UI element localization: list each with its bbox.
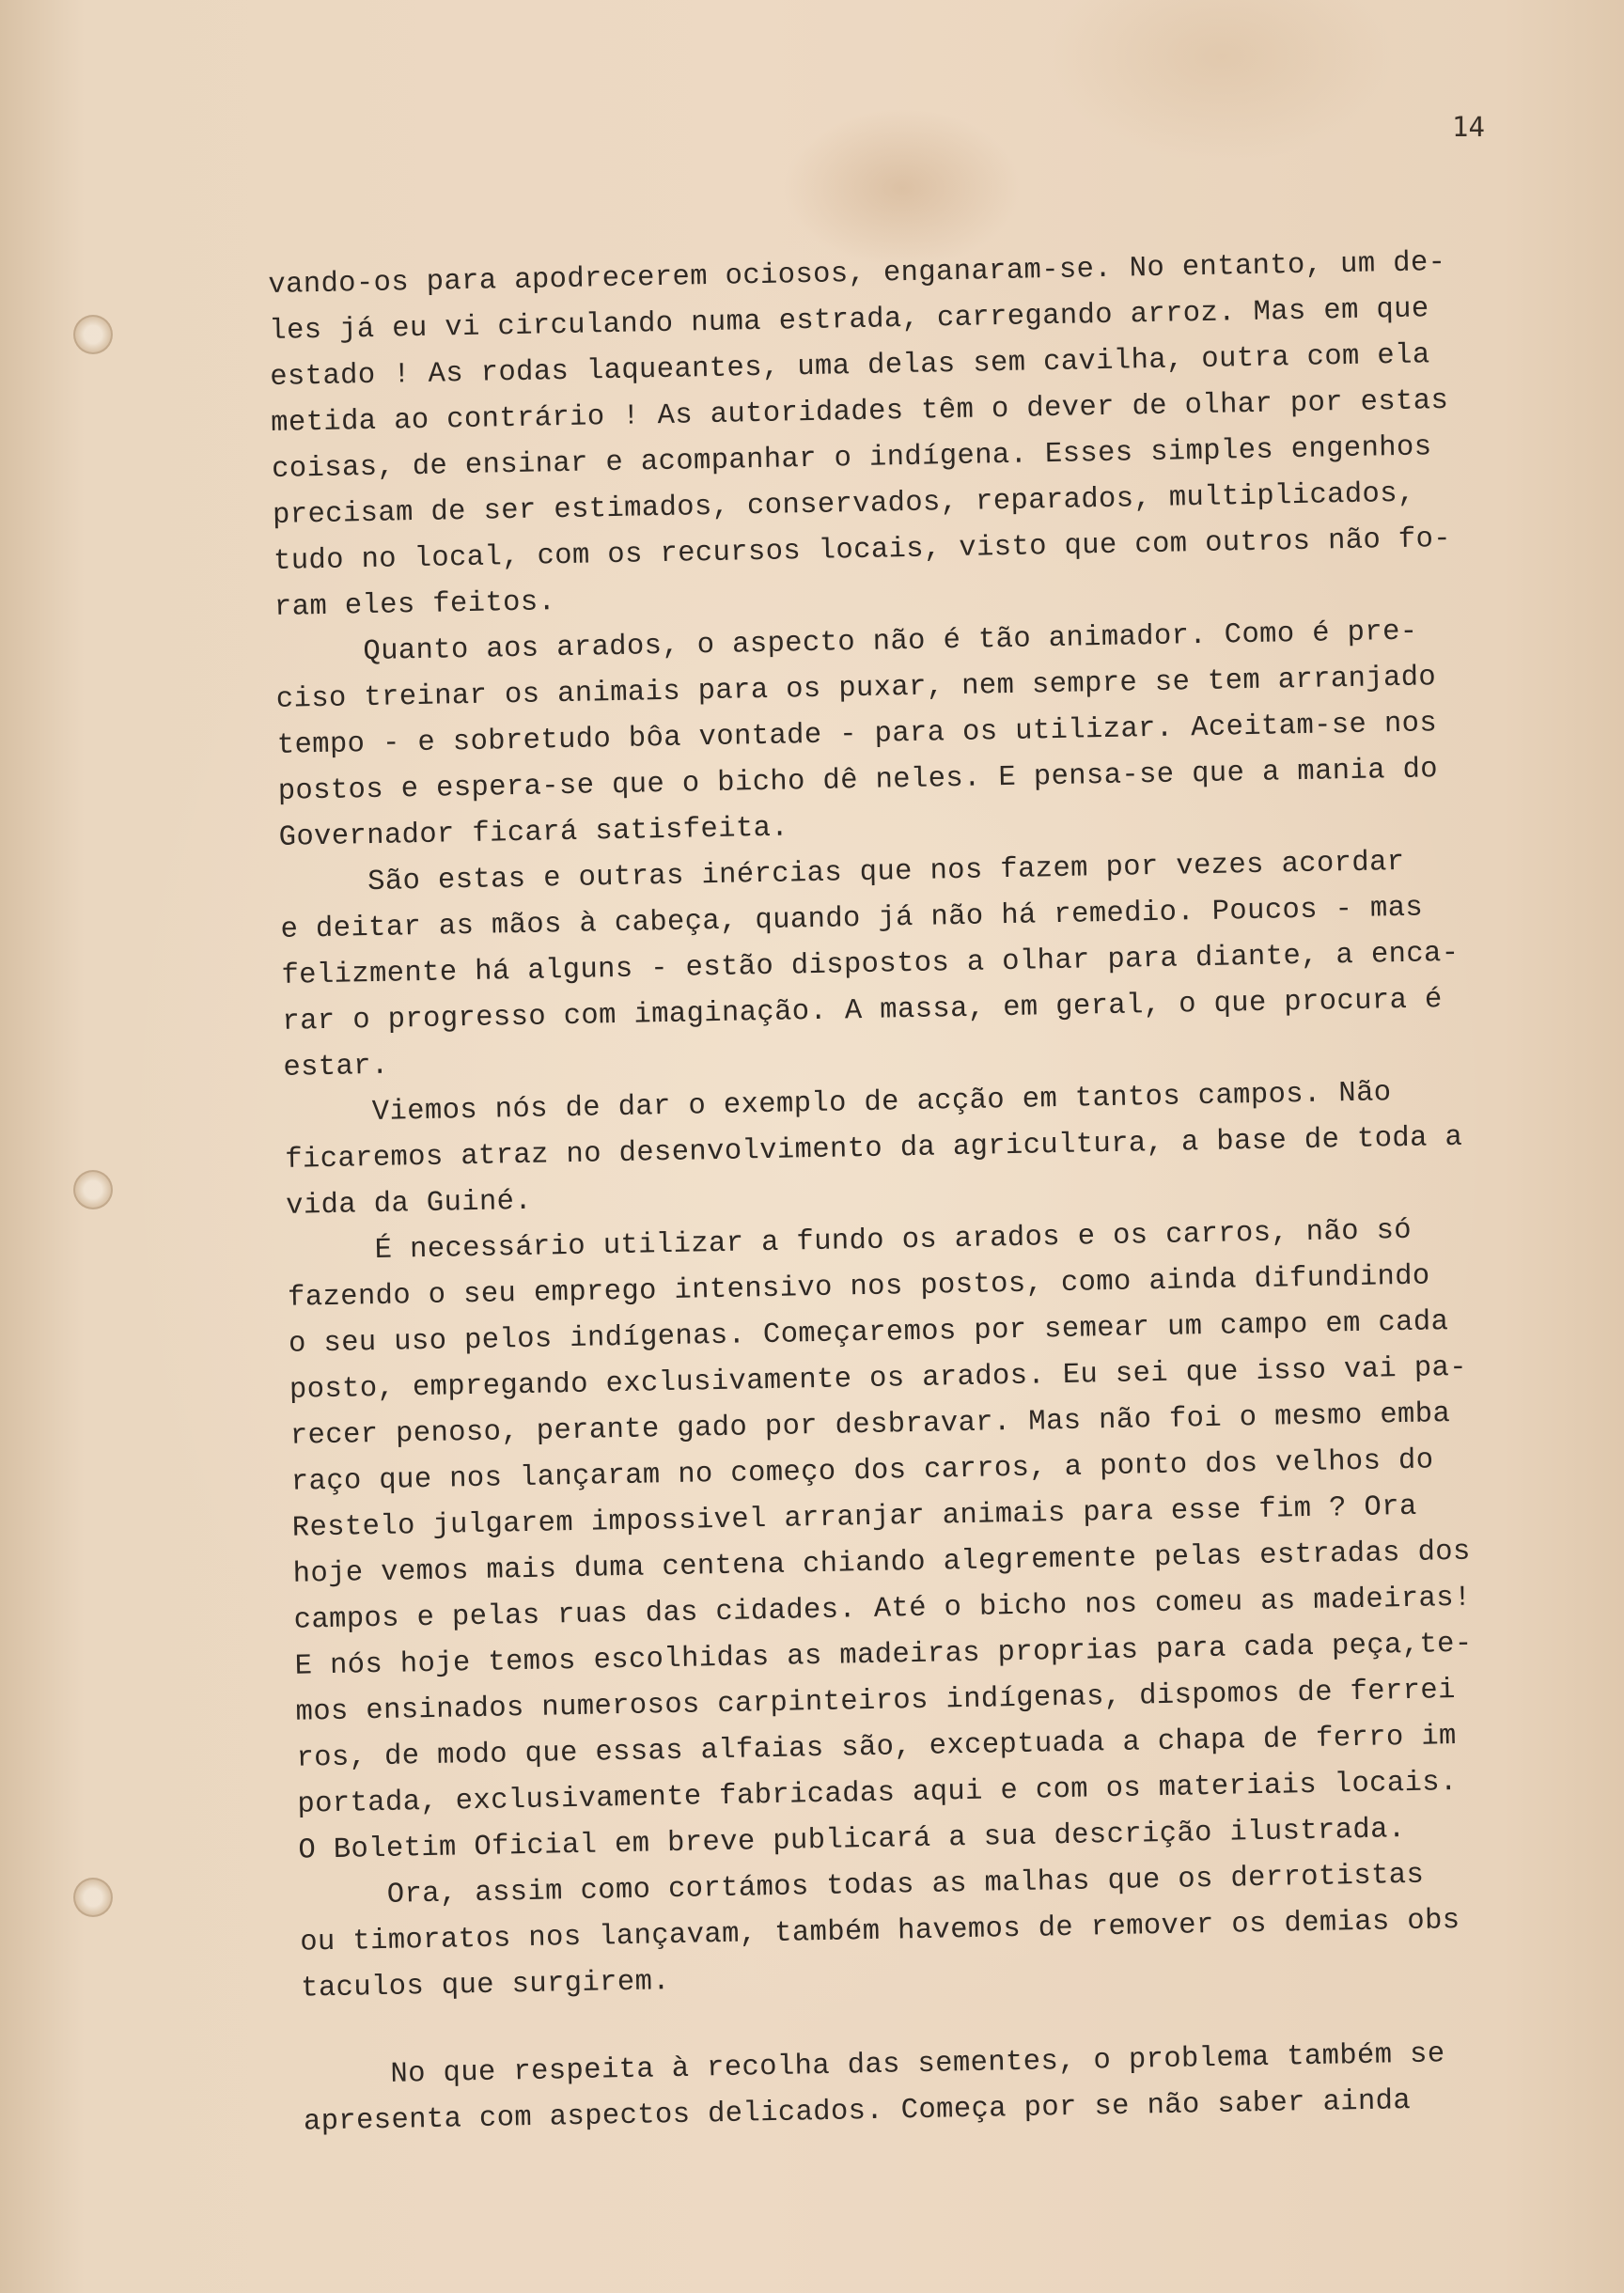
text-line: E nós hoje temos escolhidas as madeiras proprias para cada peça,te-	[294, 1628, 1473, 1683]
text-line: metida ao contrário ! As autoridades têm o dever de olhar por estas	[270, 384, 1449, 440]
text-line: Viemos nós de dar o exemplo de acção em tantos campos. Não	[284, 1077, 1392, 1131]
paragraph	[284, 1068, 1551, 1230]
text-line: postos e espera-se que o bicho dê neles. E pensa-se que a mania do	[277, 754, 1439, 808]
paragraph	[268, 239, 1538, 632]
text-line: São estas e outras inércias que nos fazem por vezes acordar	[279, 846, 1405, 900]
text-line: les já eu vi circulando numa estrada, carregando arroz. Mas em que	[269, 293, 1429, 348]
text-line: ciso treinar os animais para os puxar, nem sempre se tem arranjado	[275, 662, 1437, 716]
text-line: o seu uso pelos indígenas. Começaremos por semear um campo em cada	[288, 1306, 1449, 1361]
text-line: portada, exclusivamente fabricadas aqui e com os materiais locais.	[297, 1767, 1459, 1821]
binding-hole	[73, 1170, 113, 1209]
text-line: felizmente há alguns - estão dispostos a olhar para diante, a enca-	[281, 937, 1460, 992]
text-line: No que respeita à recolha das sementes, o problema também se	[302, 2038, 1445, 2093]
paragraph	[279, 837, 1547, 1092]
text-line: taculos que surgirem.	[300, 1966, 671, 2005]
text-line: precisam de ser estimados, conservados, reparados, multiplicados,	[272, 477, 1415, 532]
text-line: O Boletim Oficial em breve publicará a sua descrição ilustrada.	[298, 1814, 1406, 1867]
text-line: vando-os para apodrecerem ociosos, enganaram-se. No entanto, um de-	[268, 246, 1446, 302]
text-line: recer penoso, perante gado por desbravar. Mas não foi o mesmo emba	[289, 1398, 1451, 1453]
text-line: Restelo julgarem impossivel arranjar animais para esse fim ? Ora	[291, 1490, 1417, 1545]
paragraph	[299, 1850, 1566, 2013]
text-line: tempo - e sobretudo bôa vontade - para os utilizar. Aceitam-se nos	[276, 708, 1438, 762]
text-line: É necessário utilizar a fundo os arados e os carros, não só	[286, 1214, 1413, 1269]
typed-body-text	[268, 239, 1568, 2145]
text-line: raço que nos lançaram no começo dos carros, a ponto dos velhos do	[290, 1444, 1434, 1499]
text-line: ou timoratos nos lançavam, também havemos de remover os demias obs	[299, 1904, 1460, 1959]
text-line: rar o progresso com imaginação. A massa, em geral, o que procura é	[282, 984, 1444, 1038]
text-line: mos ensinados numerosos carpinteiros indígenas, dispomos de ferrei	[295, 1675, 1457, 1729]
binding-hole	[73, 315, 113, 354]
text-line: coisas, de ensinar e acompanhar o indígena. Esses simples engenhos	[271, 431, 1432, 486]
paragraph	[287, 1206, 1563, 1875]
paragraph	[275, 607, 1543, 862]
page-number: 14	[1452, 111, 1485, 143]
text-line: ros, de modo que essas alfaias são, exceptuada a chapa de ferro im	[296, 1721, 1458, 1775]
text-line: campos e pelas ruas das cidades. Até o bicho nos comeu as madeiras!	[293, 1582, 1472, 1637]
text-line: estado ! As rodas laqueantes, uma delas sem cavilha, outra com ela	[270, 339, 1430, 394]
text-line: hoje vemos mais duma centena chiando alegremente pelas estradas dos	[292, 1536, 1472, 1591]
text-line: ram eles feitos.	[273, 586, 556, 624]
text-line: posto, empregando exclusivamente os arados. Eu sei que isso vai pa-	[289, 1351, 1468, 1407]
text-line: Governador ficará satisfeita.	[278, 812, 789, 854]
text-line: Ora, assim como cortámos todas as malhas que os derrotistas	[299, 1859, 1425, 1913]
binding-hole	[73, 1878, 113, 1917]
text-line: vida da Guiné.	[285, 1185, 533, 1223]
text-line: apresenta com aspectos delicados. Começa por se não saber ainda	[303, 2085, 1412, 2139]
text-line: estar.	[283, 1050, 389, 1084]
text-line: Quanto aos arados, o aspecto não é tão animador. Como é pre-	[274, 616, 1418, 670]
text-line: ficaremos atraz no desenvolvimento da agricultura, a base de toda a	[285, 1121, 1463, 1177]
text-line: e deitar as mãos à cabeça, quando já não há remedio. Poucos - mas	[280, 892, 1424, 946]
text-line: fazendo o seu emprego intensivo nos postos, como ainda difundindo	[287, 1260, 1430, 1315]
text-line: tudo no local, com os recursos locais, visto que com outros não fo-	[273, 523, 1452, 578]
